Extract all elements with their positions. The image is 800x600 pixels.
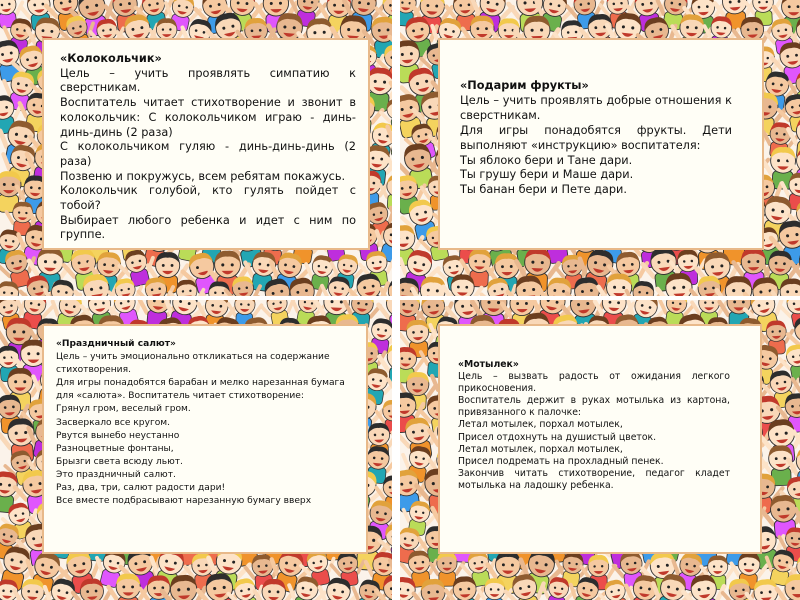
text-line: Летал мотылек, порхал мотылек, xyxy=(458,443,623,455)
text-panel xyxy=(438,324,762,554)
card-text xyxy=(60,52,356,243)
text-line: Воспитатель держит в руках мотылька из картона, привязанного к палочке: xyxy=(458,395,730,419)
text-line: Ты банан бери и Пете дари. xyxy=(460,183,627,197)
text-line: Для игры понадобятся барабан и мелко нарезанная бумага для «салюта». Воспитатель читает стихотворение: xyxy=(56,378,345,402)
text-panel xyxy=(438,38,764,250)
text-line: Ты грушу бери и Маше дари. xyxy=(460,168,634,182)
text-line: Разноцветные фонтаны, xyxy=(56,443,174,454)
text-line: Воспитатель читает стихотворение и звонит в колокольчик: С колокольчиком играю - динь-динь-динь (2 раза) xyxy=(60,96,356,139)
text-line: Это праздничный салют. xyxy=(56,469,176,480)
text-panel xyxy=(42,38,370,250)
text-line: Засверкало все кругом. xyxy=(56,417,171,428)
card-prazdnichnyi-salyut xyxy=(0,300,392,600)
text-line: Присел отдохнуть на душистый цветок. xyxy=(458,431,657,443)
text-line: Колокольчик голубой, кто гулять пойдет с тобой? xyxy=(60,184,356,213)
card-title: «Праздничный салют» xyxy=(56,339,176,349)
card-text xyxy=(56,338,356,508)
text-line: Выбирает любого ребенка и идет с ним по группе. xyxy=(60,213,356,242)
text-line: Цель – учить проявлять симпатию к сверстникам. xyxy=(60,66,356,95)
text-panel xyxy=(42,324,368,554)
card-title: «Мотылек» xyxy=(458,359,519,370)
text-line: Раз, два, три, салют радости дари! xyxy=(56,483,226,494)
text-line: Брызги света всюду льют. xyxy=(56,456,183,467)
card-text xyxy=(458,359,730,492)
text-line: Все вместе подбрасывают нарезанную бумагу вверх xyxy=(56,496,312,507)
card-podarim-frukty xyxy=(400,0,800,296)
text-line: Цель – учить проявлять добрые отношения к сверстникам. xyxy=(460,93,732,122)
card-text xyxy=(460,79,732,198)
text-line: Летал мотылек, порхал мотылек, xyxy=(458,419,623,431)
text-line: С колокольчиком гуляю - динь-динь-динь (2 раза) xyxy=(60,140,356,168)
card-kolokolchik xyxy=(0,0,392,296)
text-line: Грянул гром, веселый гром. xyxy=(56,404,191,415)
text-line: Закончив читать стихотворение, педагог кладет мотылька на ладошку ребенка. xyxy=(458,467,730,491)
text-line: Цель – вызвать радость от ожидания легкого прикосновения. xyxy=(458,371,730,395)
text-line: Рвутся вынебо неустанно xyxy=(56,430,180,441)
text-line: Цель – учить эмоционально откликаться на содержание стихотворения. xyxy=(56,352,330,376)
card-motylek xyxy=(400,300,800,600)
text-line: Для игры понадобятся фрукты. Дети выполняют «инструкцию» воспитателя: xyxy=(460,123,732,152)
card-title: «Колокольчик» xyxy=(60,52,162,65)
text-line: Присел подремать на прохладный пенек. xyxy=(458,455,664,467)
text-line: Ты яблоко бери и Тане дари. xyxy=(460,153,633,167)
card-title: «Подарим фрукты» xyxy=(460,79,589,92)
text-line: Позвеню и покружусь, всем ребятам покажусь. xyxy=(60,169,346,183)
